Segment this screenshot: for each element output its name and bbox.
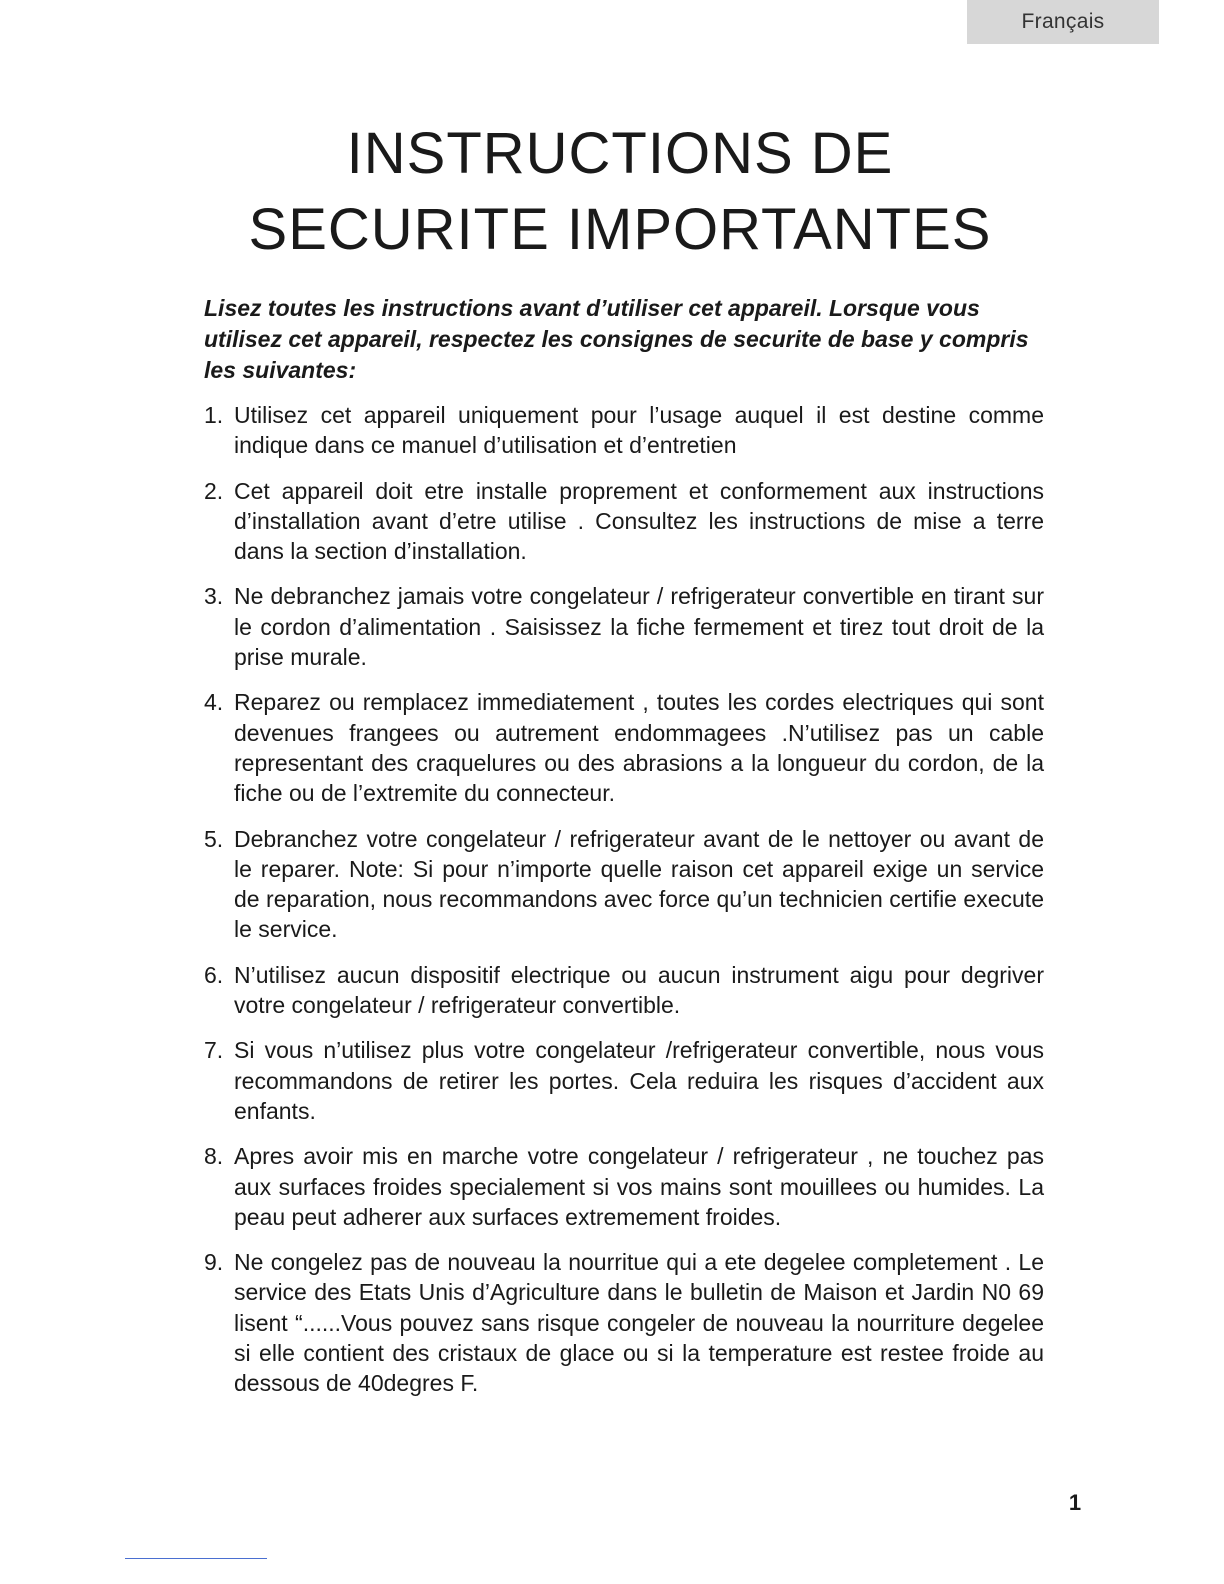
intro-paragraph: Lisez toutes les instructions avant d’utiliser cet appareil. Lorsque vous utilisez cet appareil, respectez les consignes de securite de base y compris les suivantes: [204,295,1029,383]
language-tab: Français [967,0,1159,44]
item-number: 9. [204,1249,224,1276]
item-number: 5. [204,825,224,852]
item-text: Si vous n’utilisez plus votre congelateur /refrigerateur convertible, nous vous recommandons de retirer les portes. Cela reduira les risques d’accident aux enfants. [234,1037,1044,1124]
title-line-2: SECURITE IMPORTANTES [248,197,992,262]
list-item [204,1247,1044,1398]
list-item [204,824,1044,945]
item-text: Reparez ou remplacez immediatement , toutes les cordes electriques qui sont devenues frangees ou autrement endommagees .N’utilisez pas un cable representant des craquelures ou des abrasions a la longueur du cordon, de la fiche ou de l’extremite du connecteur. [234,689,1044,807]
item-text: Apres avoir mis en marche votre congelateur / refrigerateur , ne touchez pas aux surfaces froides specialement si vos mains sont mouillees ou humides. La peau peut adherer aux surfaces extremement froides. [234,1143,1044,1230]
item-number: 8. [204,1143,224,1170]
bottom-divider [125,1558,267,1559]
title-line-1: INSTRUCTIONS DE [346,121,894,186]
list-item [204,1035,1044,1126]
item-text: N’utilisez aucun dispositif electrique ou aucun instrument aigu pour degriver votre congelateur / refrigerateur convertible. [234,961,1044,1019]
list-item [204,960,1044,1021]
item-text: Cet appareil doit etre installe proprement et conformement aux instructions d’installation avant d’etre utilise . Consultez les instructions de mise a terre dans la section d’installation. [234,477,1044,565]
item-number: 2. [204,477,224,504]
item-number: 3. [204,583,224,610]
list-item [204,400,1044,461]
item-text: Ne debranchez jamais votre congelateur / refrigerateur convertible en tirant sur le cordon d’alimentation . Saisissez la fiche fermement et tirez tout droit de la prise murale. [234,583,1044,671]
list-item [204,581,1044,672]
page-title [120,116,1120,268]
list-item [204,687,1044,808]
item-number: 4. [204,689,224,716]
safety-instructions-list [204,400,1044,1414]
page-number: 1 [1068,1490,1082,1515]
item-number: 7. [204,1037,224,1064]
list-item [204,1141,1044,1232]
item-number: 6. [204,961,224,988]
item-text: Debranchez votre congelateur / refrigerateur avant de le nettoyer ou avant de le reparer. Note: Si pour n’importe quelle raison cet appareil exige un service de reparation, nous recommandons avec force qu’un technicien certifie execute le service. [234,825,1044,943]
item-text: Ne congelez pas de nouveau la nourritue qui a ete degelee completement . Le service des Etats Unis d’Agriculture dans le bulletin de Maison et Jardin N0 69 lisent “......Vous pouvez sans risque congeler de nouveau la nourriture degelee si elle contient des cristaux de glace ou si la temperature est restee froide au dessous de 40degres F. [234,1249,1044,1397]
item-number: 1. [204,402,224,428]
list-item [204,476,1044,567]
item-text: Utilisez cet appareil uniquement pour l’usage auquel il est destine comme indique dans ce manuel d’utilisation et d’entretien [234,402,1044,459]
